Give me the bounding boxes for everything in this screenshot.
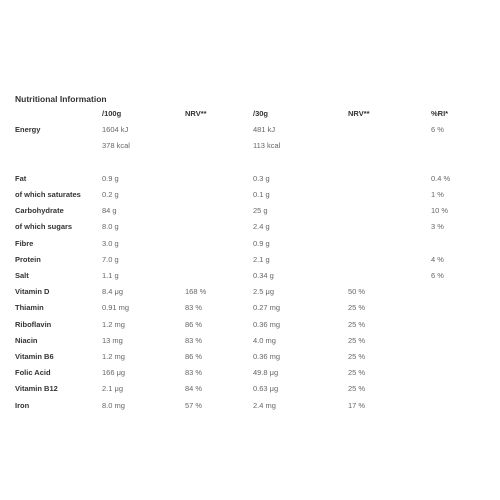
- value-per-100g: 13 mg: [102, 335, 123, 345]
- table-row: [15, 187, 485, 203]
- value-per-30g: 0.36 mg: [253, 319, 281, 329]
- table-row: [15, 122, 485, 138]
- nrv-per-30g: 25 %: [348, 335, 366, 345]
- ri-percent: 6 %: [431, 271, 444, 281]
- value-per-100g: 1604 kJ: [102, 125, 129, 135]
- nrv-per-30g: 25 %: [348, 352, 366, 362]
- nrv-per-30g: [348, 155, 431, 171]
- table-row: [15, 317, 485, 333]
- value-per-30g: 481 kJ: [253, 125, 276, 135]
- value-per-30g: 0.63 μg: [253, 384, 279, 394]
- header-per-100g: /100g: [102, 109, 122, 118]
- nutrient-name: Carbohydrate: [15, 206, 64, 216]
- nutrient-name: of which saturates: [15, 190, 81, 199]
- value-per-100g: 84 g: [102, 206, 117, 216]
- nrv-per-30g: [348, 252, 431, 268]
- header-ri: %RI*: [431, 109, 449, 118]
- nrv-per-100g: 83 %: [185, 335, 203, 345]
- value-per-30g: 0.34 g: [253, 271, 274, 281]
- nrv-per-100g: 86 %: [185, 352, 203, 362]
- ri-percent: [431, 365, 485, 381]
- value-per-30g: 0.36 mg: [253, 352, 281, 362]
- nutrient-name: Niacin: [15, 335, 38, 345]
- nrv-per-30g: 25 %: [348, 384, 366, 394]
- value-per-30g: 0.9 g: [253, 238, 270, 248]
- header-per-30g: /30g: [253, 109, 269, 118]
- nutrition-body: [15, 122, 485, 414]
- ri-percent: [431, 381, 485, 397]
- nrv-per-30g: 25 %: [348, 303, 366, 313]
- nutrient-name: Salt: [15, 271, 29, 281]
- nrv-per-30g: [348, 171, 431, 187]
- nrv-per-30g: 25 %: [348, 368, 366, 378]
- nutrient-name: Thiamin: [15, 303, 44, 313]
- nrv-per-100g: 83 %: [185, 303, 203, 313]
- nrv-per-30g: [348, 219, 431, 235]
- value-per-30g: 2.1 g: [253, 254, 270, 264]
- value-per-100g: 166 μg: [102, 368, 126, 378]
- table-row: [15, 203, 485, 219]
- nrv-per-30g: [348, 187, 431, 203]
- nutrient-name: Protein: [15, 254, 41, 264]
- value-per-100g: 0.91 mg: [102, 303, 130, 313]
- ri-percent: [431, 398, 485, 414]
- value-per-100g: 0.9 g: [102, 173, 119, 183]
- nrv-per-100g: [185, 252, 253, 268]
- ri-percent: [431, 349, 485, 365]
- nrv-per-100g: 168 %: [185, 287, 207, 297]
- value-per-30g: [253, 155, 348, 171]
- header-nutrient: [15, 106, 102, 122]
- table-row: [15, 365, 485, 381]
- nutrient-name: Vitamin D: [15, 287, 50, 297]
- table-row: [15, 268, 485, 284]
- value-per-100g: 8.0 g: [102, 222, 119, 232]
- value-per-100g: 0.2 g: [102, 190, 119, 199]
- ri-percent: 1 %: [431, 190, 444, 199]
- table-row: [15, 219, 485, 235]
- table-row: [15, 398, 485, 414]
- ri-percent: 10 %: [431, 206, 449, 216]
- table-row: [15, 300, 485, 316]
- ri-percent: [431, 300, 485, 316]
- nutrient-name: Riboflavin: [15, 319, 52, 329]
- nrv-per-100g: [185, 219, 253, 235]
- nutrient-name: Folic Acid: [15, 368, 51, 378]
- nutrient-name: Vitamin B12: [15, 384, 58, 394]
- nutrient-name: Iron: [15, 400, 30, 410]
- nrv-per-30g: 25 %: [348, 319, 366, 329]
- value-per-100g: 2.1 μg: [102, 384, 124, 394]
- nutrition-table: [15, 106, 485, 414]
- nrv-per-30g: 50 %: [348, 287, 366, 297]
- value-per-100g: 1.2 mg: [102, 352, 125, 362]
- value-per-30g: 25 g: [253, 206, 268, 216]
- nrv-per-100g: [185, 138, 253, 154]
- nutrient-name: [15, 138, 102, 154]
- value-per-30g: 2.4 mg: [253, 400, 276, 410]
- nrv-per-30g: [348, 122, 431, 138]
- nutrient-name: [15, 155, 102, 171]
- nrv-per-100g: 57 %: [185, 400, 203, 410]
- value-per-100g: 8.0 mg: [102, 400, 125, 410]
- ri-percent: [431, 155, 485, 171]
- value-per-30g: 0.27 mg: [253, 303, 281, 313]
- nutrient-name: of which sugars: [15, 222, 73, 232]
- nutrient-name: Fibre: [15, 238, 34, 248]
- ri-percent: [431, 236, 485, 252]
- value-per-100g: 1.1 g: [102, 271, 119, 281]
- ri-percent: 0.4 %: [431, 173, 451, 183]
- value-per-30g: 113 kcal: [253, 141, 281, 151]
- value-per-100g: 7.0 g: [102, 254, 119, 264]
- nutrition-title: Nutritional Information: [15, 94, 107, 104]
- ri-percent: [431, 333, 485, 349]
- value-per-30g: 4.0 mg: [253, 335, 276, 345]
- value-per-30g: 0.1 g: [253, 190, 270, 199]
- nrv-per-30g: 17 %: [348, 400, 366, 410]
- table-row: [15, 236, 485, 252]
- value-per-100g: 378 kcal: [102, 141, 130, 151]
- nrv-per-100g: [185, 236, 253, 252]
- nrv-per-100g: 83 %: [185, 368, 203, 378]
- nutrient-name: Fat: [15, 173, 27, 183]
- header-row: [15, 106, 485, 122]
- nrv-per-100g: [185, 187, 253, 203]
- table-row: [15, 155, 485, 171]
- header-nrv-100g: NRV**: [185, 109, 207, 118]
- nutrient-name: Energy: [15, 125, 41, 135]
- ri-percent: [431, 138, 485, 154]
- table-row: [15, 349, 485, 365]
- nrv-per-100g: [185, 155, 253, 171]
- table-row: [15, 171, 485, 187]
- nrv-per-30g: [348, 138, 431, 154]
- nrv-per-30g: [348, 203, 431, 219]
- nrv-per-100g: [185, 122, 253, 138]
- nrv-per-100g: 86 %: [185, 319, 203, 329]
- value-per-100g: 1.2 mg: [102, 319, 125, 329]
- nrv-per-100g: 84 %: [185, 384, 203, 394]
- ri-percent: 6 %: [431, 125, 444, 135]
- value-per-30g: 2.4 g: [253, 222, 270, 232]
- table-row: [15, 252, 485, 268]
- nutrient-name: Vitamin B6: [15, 352, 54, 362]
- nrv-per-30g: [348, 268, 431, 284]
- header-nrv-30g: NRV**: [348, 109, 370, 118]
- value-per-30g: 0.3 g: [253, 173, 270, 183]
- table-row: [15, 284, 485, 300]
- ri-percent: [431, 317, 485, 333]
- value-per-30g: 2.5 μg: [253, 287, 275, 297]
- ri-percent: 3 %: [431, 222, 444, 232]
- table-row: [15, 381, 485, 397]
- ri-percent: 4 %: [431, 254, 444, 264]
- value-per-100g: 8.4 μg: [102, 287, 124, 297]
- table-row: [15, 138, 485, 154]
- value-per-30g: 49.8 μg: [253, 368, 279, 378]
- nutrition-panel: [15, 93, 485, 414]
- nrv-per-100g: [185, 203, 253, 219]
- nrv-per-100g: [185, 268, 253, 284]
- value-per-100g: 3.0 g: [102, 238, 119, 248]
- nrv-per-30g: [348, 236, 431, 252]
- nrv-per-100g: [185, 171, 253, 187]
- table-row: [15, 333, 485, 349]
- value-per-100g: [102, 155, 185, 171]
- ri-percent: [431, 284, 485, 300]
